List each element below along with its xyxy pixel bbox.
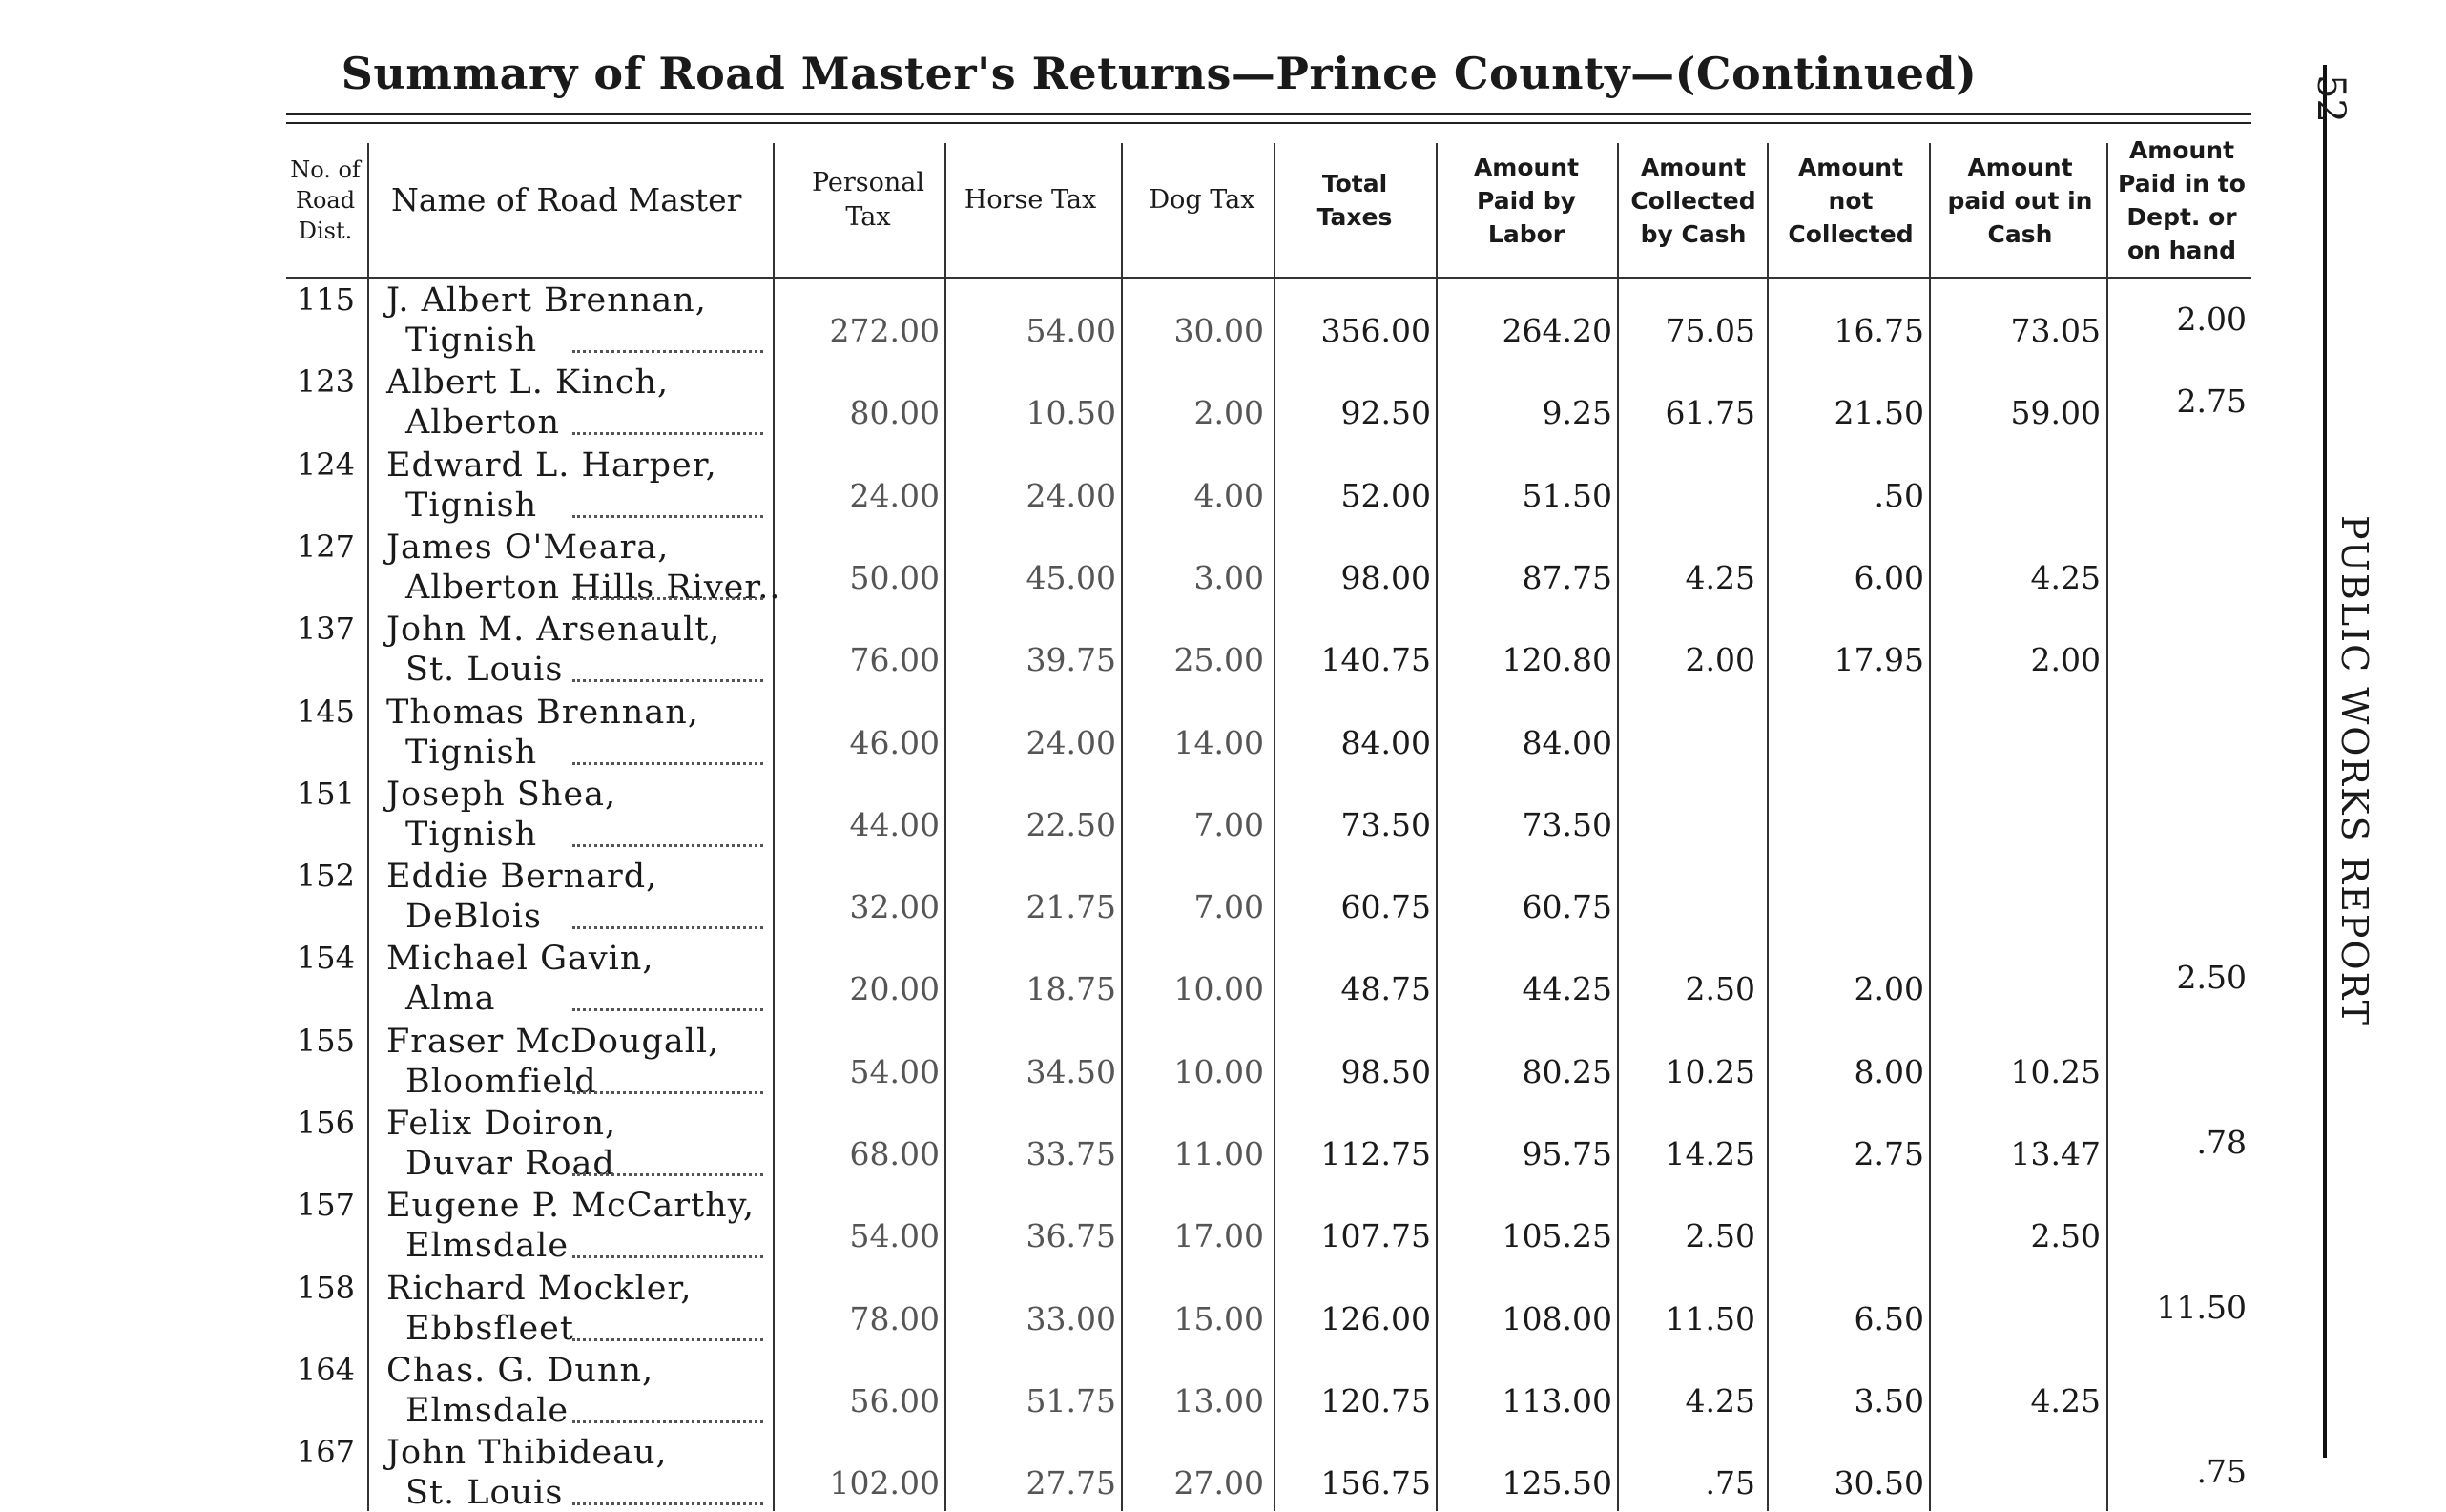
cell-dept: .78 <box>2196 1124 2247 1161</box>
road-master-place: Bloomfield <box>405 1062 597 1101</box>
header-not-collected: Amount not Collected <box>1788 153 1914 248</box>
road-master-place: Tignish <box>405 815 538 854</box>
column-divider <box>1436 143 1438 1511</box>
dist-number: 155 <box>296 1022 355 1059</box>
cell-personal: 32.00 <box>849 888 940 926</box>
road-master-name: Eddie Bernard, <box>386 858 658 897</box>
cell-notcollected: 3.50 <box>1854 1381 1924 1419</box>
cell-personal: 54.00 <box>849 1217 940 1255</box>
cell-paidout: 59.00 <box>2010 394 2101 432</box>
road-master-place: Tignish <box>405 321 538 360</box>
dist-number: 167 <box>296 1434 355 1471</box>
cell-labor: 73.50 <box>1522 805 1612 843</box>
header-collected-by-cash: Amount Collected by Cash <box>1630 153 1756 248</box>
cell-labor: 44.25 <box>1522 970 1612 1008</box>
title-rule-inner <box>286 122 2251 124</box>
cell-paidout: 4.25 <box>2030 1381 2101 1419</box>
road-master-place: Alberton Hills River.. <box>405 568 781 607</box>
dist-number: 156 <box>296 1105 355 1141</box>
cell-horse: 24.00 <box>1026 476 1116 514</box>
cell-cash: 11.50 <box>1665 1299 1755 1337</box>
cell-notcollected: 30.50 <box>1834 1464 1924 1502</box>
road-master-place: St. Louis <box>405 651 564 690</box>
cell-total: 73.50 <box>1340 805 1431 843</box>
cell-labor: 51.50 <box>1522 476 1612 514</box>
cell-labor: 120.80 <box>1502 641 1612 679</box>
cell-labor: 113.00 <box>1502 1381 1612 1419</box>
road-master-name: Felix Doiron, <box>386 1105 617 1143</box>
margin-rule <box>2323 65 2327 1458</box>
dist-number: 151 <box>296 775 355 812</box>
cell-horse: 24.00 <box>1026 723 1116 761</box>
cell-personal: 54.00 <box>849 1052 940 1090</box>
dist-number: 137 <box>296 611 355 648</box>
leader-dots <box>572 1338 763 1341</box>
cell-personal: 44.00 <box>849 805 940 843</box>
cell-total: 84.00 <box>1340 723 1431 761</box>
cell-dog: 11.00 <box>1173 1135 1264 1172</box>
cell-personal: 68.00 <box>849 1135 940 1172</box>
cell-total: 140.75 <box>1320 641 1431 679</box>
cell-cash: 10.25 <box>1665 1052 1755 1090</box>
column-divider <box>1929 143 1931 1511</box>
leader-dots <box>572 350 763 353</box>
leader-dots <box>572 515 763 518</box>
cell-dept: 2.00 <box>2176 300 2247 338</box>
cell-dog: 7.00 <box>1193 805 1264 843</box>
cell-labor: 125.50 <box>1502 1464 1612 1502</box>
cell-dog: 2.00 <box>1193 394 1264 432</box>
cell-notcollected: 17.95 <box>1834 641 1924 679</box>
road-master-place: Duvar Road <box>405 1145 615 1183</box>
cell-paidout: 73.05 <box>2010 312 2101 349</box>
cell-total: 98.00 <box>1340 558 1431 596</box>
dist-number: 145 <box>296 693 355 730</box>
leader-dots <box>572 1255 763 1258</box>
road-master-place: Alma <box>405 980 496 1019</box>
road-master-place: St. Louis <box>405 1474 564 1512</box>
cell-labor: 87.75 <box>1522 558 1612 596</box>
cell-total: 107.75 <box>1320 1217 1431 1255</box>
road-master-place: Elmsdale <box>405 1227 570 1266</box>
title-rule <box>286 113 2251 115</box>
road-master-place: Elmsdale <box>405 1391 570 1430</box>
dist-number: 157 <box>296 1187 355 1224</box>
cell-dept: 11.50 <box>2156 1288 2247 1326</box>
cell-total: 60.75 <box>1340 888 1431 926</box>
cell-dept: 2.75 <box>2176 383 2247 421</box>
dist-number: 164 <box>296 1351 355 1388</box>
cell-total: 92.50 <box>1340 394 1431 432</box>
header-rule <box>286 277 2251 279</box>
header-paid-out-cash: Amount paid out in Cash <box>1947 153 2093 248</box>
cell-total: 120.75 <box>1320 1381 1431 1419</box>
dist-number: 152 <box>296 858 355 895</box>
dist-number: 154 <box>296 940 355 977</box>
road-master-name: J. Albert Brennan, <box>386 281 707 320</box>
cell-paidout: 10.25 <box>2010 1052 2101 1090</box>
dist-number: 115 <box>296 281 355 318</box>
cell-personal: 80.00 <box>849 394 940 432</box>
header-dog-tax: Dog Tax <box>1149 185 1255 215</box>
cell-dept: 2.50 <box>2176 959 2247 997</box>
road-master-place: Alberton <box>405 404 560 443</box>
cell-horse: 36.75 <box>1026 1217 1116 1255</box>
cell-cash: 61.75 <box>1665 394 1755 432</box>
cell-cash: .75 <box>1705 1464 1755 1502</box>
cell-dog: 7.00 <box>1193 888 1264 926</box>
cell-cash: 4.25 <box>1685 1381 1755 1419</box>
road-master-name: Richard Mockler, <box>386 1269 693 1308</box>
cell-dog: 30.00 <box>1173 312 1264 349</box>
cell-dept: .75 <box>2196 1453 2247 1491</box>
header-paid-by-labor: Amount Paid by Labor <box>1473 153 1580 248</box>
road-master-place: Ebbsfleet <box>405 1309 574 1348</box>
cell-cash: 2.50 <box>1685 970 1755 1008</box>
cell-personal: 102.00 <box>829 1464 940 1502</box>
road-master-name: John M. Arsenault, <box>386 611 721 650</box>
cell-horse: 54.00 <box>1026 312 1116 349</box>
cell-labor: 105.25 <box>1502 1217 1612 1255</box>
cell-total: 112.75 <box>1320 1135 1431 1172</box>
cell-dog: 10.00 <box>1173 970 1264 1008</box>
cell-paidout: 4.25 <box>2030 558 2101 596</box>
leader-dots <box>572 926 763 929</box>
cell-horse: 21.75 <box>1026 888 1116 926</box>
cell-paidout: 13.47 <box>2010 1135 2101 1172</box>
road-master-name: Eugene P. McCarthy, <box>386 1187 755 1226</box>
cell-labor: 108.00 <box>1502 1299 1612 1337</box>
cell-paidout: 2.00 <box>2030 641 2101 679</box>
leader-dots <box>572 432 763 435</box>
road-master-name: John Thibideau, <box>386 1434 668 1473</box>
column-divider <box>367 143 369 1511</box>
page-number: 52 <box>2309 74 2353 123</box>
cell-horse: 51.75 <box>1026 1381 1116 1419</box>
header-name: Name of Road Master <box>391 181 742 218</box>
cell-dog: 27.00 <box>1173 1464 1264 1502</box>
cell-labor: 84.00 <box>1522 723 1612 761</box>
cell-notcollected: 2.00 <box>1854 970 1924 1008</box>
dist-number: 127 <box>296 528 355 565</box>
column-divider <box>773 143 775 1511</box>
cell-horse: 27.75 <box>1026 1464 1116 1502</box>
road-master-name: Albert L. Kinch, <box>386 363 670 403</box>
cell-paidout: 2.50 <box>2030 1217 2101 1255</box>
dist-number: 158 <box>296 1269 355 1306</box>
cell-horse: 33.00 <box>1026 1299 1116 1337</box>
road-master-name: Fraser McDougall, <box>386 1022 720 1061</box>
leader-dots <box>572 1173 763 1176</box>
header-personal-tax: Personal Tax <box>811 168 925 232</box>
dist-number: 123 <box>296 363 355 401</box>
cell-horse: 45.00 <box>1026 558 1116 596</box>
cell-total: 156.75 <box>1320 1464 1431 1502</box>
cell-labor: 95.75 <box>1522 1135 1612 1172</box>
road-master-place: Tignish <box>405 486 538 525</box>
cell-cash: 14.25 <box>1665 1135 1755 1172</box>
running-head: PUBLIC WORKS REPORT <box>2333 515 2375 1026</box>
cell-cash: 2.00 <box>1685 641 1755 679</box>
cell-notcollected: 6.00 <box>1854 558 1924 596</box>
cell-notcollected: 16.75 <box>1834 312 1924 349</box>
dist-number: 124 <box>296 445 355 483</box>
cell-dog: 17.00 <box>1173 1217 1264 1255</box>
header-horse-tax: Horse Tax <box>964 185 1097 215</box>
leader-dots <box>572 844 763 847</box>
road-master-name: James O'Meara, <box>386 528 670 567</box>
cell-total: 52.00 <box>1340 476 1431 514</box>
cell-dog: 25.00 <box>1173 641 1264 679</box>
cell-personal: 20.00 <box>849 970 940 1008</box>
road-master-place: DeBlois <box>405 898 542 937</box>
header-dist: No. of Road Dist. <box>290 156 361 244</box>
cell-cash: 4.25 <box>1685 558 1755 596</box>
cell-personal: 78.00 <box>849 1299 940 1337</box>
cell-dog: 10.00 <box>1173 1052 1264 1090</box>
cell-total: 48.75 <box>1340 970 1431 1008</box>
cell-total: 98.50 <box>1340 1052 1431 1090</box>
header-total-taxes: Total Taxes <box>1316 170 1393 231</box>
cell-dog: 4.00 <box>1193 476 1264 514</box>
cell-labor: 9.25 <box>1542 394 1612 432</box>
cell-horse: 10.50 <box>1026 394 1116 432</box>
cell-horse: 33.75 <box>1026 1135 1116 1172</box>
cell-notcollected: 2.75 <box>1854 1135 1924 1172</box>
road-master-name: Edward L. Harper, <box>386 445 717 485</box>
cell-dog: 13.00 <box>1173 1381 1264 1419</box>
cell-horse: 39.75 <box>1026 641 1116 679</box>
road-master-place: Tignish <box>405 733 538 772</box>
cell-total: 126.00 <box>1320 1299 1431 1337</box>
cell-total: 356.00 <box>1320 312 1431 349</box>
cell-cash: 75.05 <box>1665 312 1755 349</box>
cell-dog: 15.00 <box>1173 1299 1264 1337</box>
cell-notcollected: 6.50 <box>1854 1299 1924 1337</box>
leader-dots <box>572 1091 763 1094</box>
cell-personal: 24.00 <box>849 476 940 514</box>
leader-dots <box>572 1502 763 1505</box>
cell-dog: 14.00 <box>1173 723 1264 761</box>
road-master-name: Joseph Shea, <box>386 775 617 814</box>
cell-cash: 2.50 <box>1685 1217 1755 1255</box>
column-divider <box>944 143 946 1511</box>
leader-dots <box>572 597 763 600</box>
road-master-name: Michael Gavin, <box>386 940 654 979</box>
cell-personal: 50.00 <box>849 558 940 596</box>
cell-horse: 34.50 <box>1026 1052 1116 1090</box>
header-paid-to-dept: Amount Paid in to Dept. or on hand <box>2118 136 2246 264</box>
road-master-name: Thomas Brennan, <box>386 693 699 732</box>
cell-labor: 80.25 <box>1522 1052 1612 1090</box>
cell-horse: 18.75 <box>1026 970 1116 1008</box>
leader-dots <box>572 1420 763 1423</box>
cell-personal: 46.00 <box>849 723 940 761</box>
road-master-name: Chas. G. Dunn, <box>386 1351 654 1390</box>
cell-notcollected: 21.50 <box>1834 394 1924 432</box>
leader-dots <box>572 1008 763 1011</box>
cell-labor: 264.20 <box>1502 312 1612 349</box>
page-title: Summary of Road Master's Returns—Prince County—(Continued) <box>341 48 1978 99</box>
cell-personal: 56.00 <box>849 1381 940 1419</box>
cell-notcollected: 8.00 <box>1854 1052 1924 1090</box>
cell-notcollected: .50 <box>1874 476 1924 514</box>
cell-dog: 3.00 <box>1193 558 1264 596</box>
cell-personal: 272.00 <box>829 312 940 349</box>
cell-personal: 76.00 <box>849 641 940 679</box>
cell-labor: 60.75 <box>1522 888 1612 926</box>
cell-horse: 22.50 <box>1026 805 1116 843</box>
leader-dots <box>572 762 763 765</box>
leader-dots <box>572 679 763 682</box>
